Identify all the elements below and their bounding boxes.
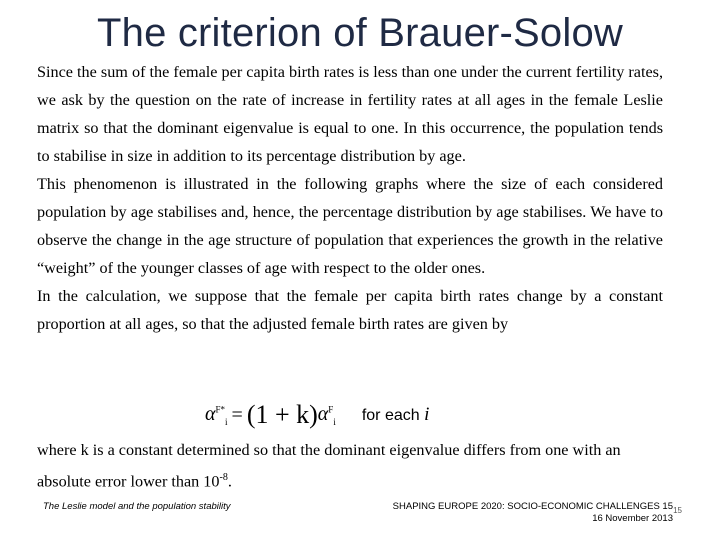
formula-condition: for each i [361, 404, 430, 425]
error-exponent: -8 [219, 472, 228, 483]
birth-rate-formula [205, 400, 429, 430]
paragraph-1: Since the sum of the female per capita birth rates is less than one under the current fertility rates, we ask by the question on the rate of increase in fertility rates at all ages in the female Leslie matrix so that the dominant eigenvalue is equal to one. In this occurrence, the population tends to stabilise in size in addition to its percentage distribution by age. [37, 63, 663, 165]
footer-conference: SHAPING EUROPE 2020: SOCIO-ECONOMIC CHALLENGES 15 [392, 501, 673, 512]
formula-rhs: $\alpha^F_i$ [317, 403, 336, 427]
slide-body [37, 58, 663, 338]
explanation-end: . [227, 472, 232, 491]
explanation-text: where k is a constant determined so that the dominant eigenvalue differs from one with an absolute error lower than 10 [37, 441, 621, 491]
footer-right [393, 501, 673, 525]
page-number: 15 [673, 506, 682, 515]
paragraph-3: In the calculation, we suppose that the female per capita birth rates change by a constant proportion at all ages, so that the adjusted female birth rates are given by [37, 287, 663, 333]
formula-equals: = [231, 403, 243, 426]
slide-title: The criterion of Brauer-Solow [96, 11, 623, 55]
footer-left: The Leslie model and the population stability [43, 501, 231, 512]
formula-factor: (1 + k) [246, 400, 318, 429]
footer-date: 16 November 2013 [592, 513, 673, 524]
paragraph-2: This phenomenon is illustrated in the following graphs where the size of each considered population by age stabilises and, hence, the percentage distribution by age stabilises. We have to observe the change in the age structure of population that experiences the growth in the relative “weight” of the younger classes of age with respect to the older ones. [37, 175, 663, 277]
formula-lhs: $\alpha^{F*}_i$ [205, 403, 228, 427]
constant-k-explanation [37, 436, 663, 495]
